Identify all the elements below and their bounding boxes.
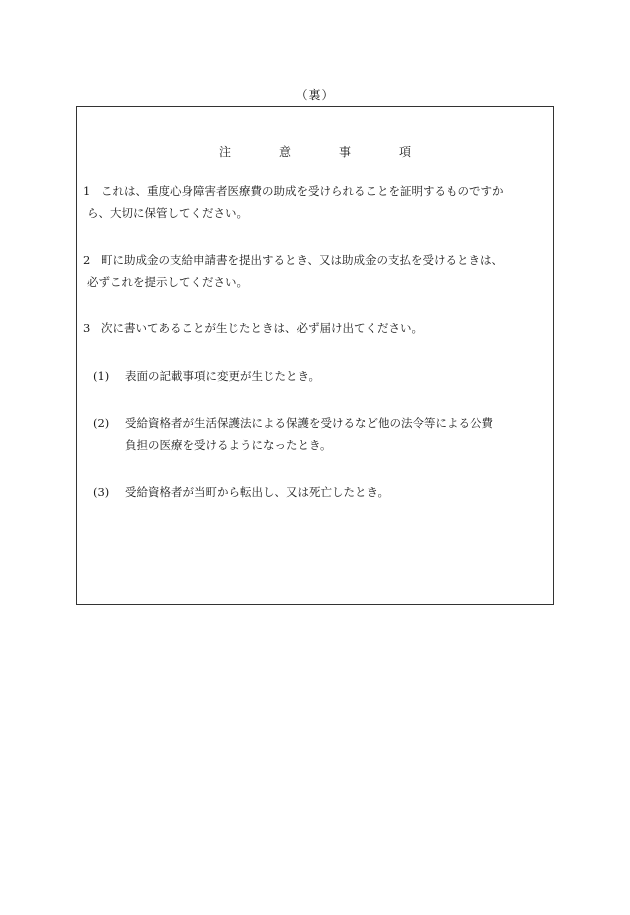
item-text-continued: 必ずこれを提示してください。: [87, 275, 248, 289]
subitem-text: 表面の記載事項に変更が生じたとき。: [125, 369, 321, 383]
notice-box: [76, 106, 554, 605]
notice-item-1: [83, 180, 549, 224]
item-number: 2: [83, 253, 91, 267]
subitem-text: 受給資格者が生活保護法による保護を受けるなど他の法令等による公費: [125, 416, 493, 430]
subitem-number: (2): [93, 416, 110, 430]
notice-title: [77, 143, 553, 160]
notice-subitem-3: [93, 481, 551, 503]
subitem-number: (1): [93, 369, 110, 383]
notice-item-3: [83, 317, 549, 339]
page-label: （裏）: [295, 88, 335, 102]
subitem-text: 受給資格者が当町から転出し、又は死亡したとき。: [125, 485, 390, 499]
notice-subitem-1: [93, 365, 551, 387]
notice-title-char: 意: [278, 145, 291, 159]
subitem-text-continued: 負担の医療を受けるようになったとき。: [125, 438, 332, 452]
item-text: 町に助成金の支給申請書を提出するとき、又は助成金の支払を受けるときは、: [101, 253, 504, 267]
item-number: 3: [83, 321, 91, 335]
notice-title-char: 注: [218, 145, 231, 159]
notice-subitem-2: [93, 412, 551, 456]
item-text: これは、重度心身障害者医療費の助成を受けられることを証明するものですか: [101, 184, 504, 198]
item-text-continued: ら、大切に保管してください。: [87, 206, 248, 220]
subitem-number: (3): [93, 485, 110, 499]
notice-item-2: [83, 249, 549, 293]
notice-title-char: 項: [398, 145, 411, 159]
item-number: 1: [83, 184, 91, 198]
item-text: 次に書いてあることが生じたときは、必ず届け出てください。: [101, 321, 423, 335]
notice-title-char: 事: [338, 145, 351, 159]
